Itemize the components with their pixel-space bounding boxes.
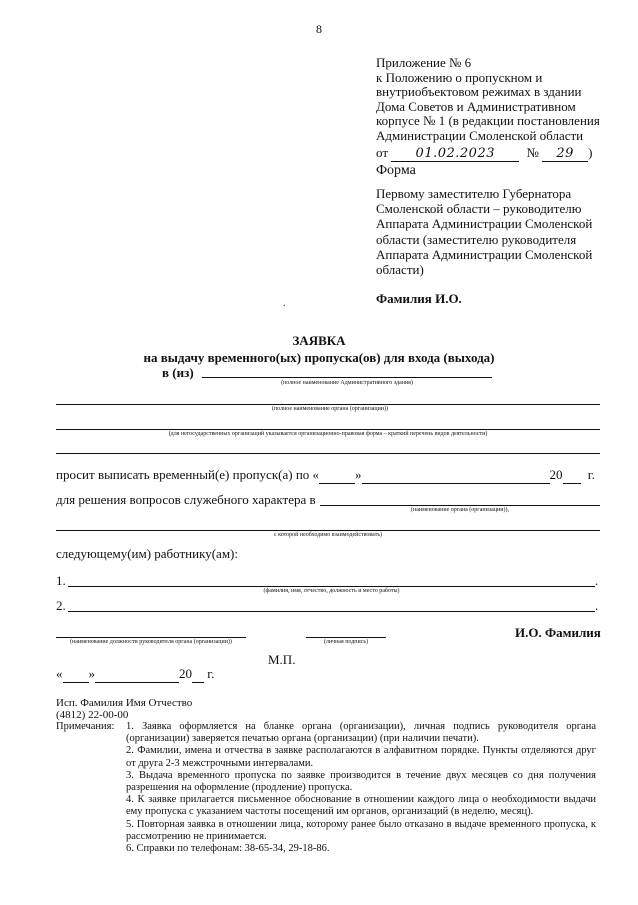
page-number: 8 [316,22,322,36]
note-item: 2. Фамилии, имена и отчества в заявке располагаются в алфавитном порядке. Пункты отделяются друг от друга 2-3 межстрочными интервалами. [126,745,596,769]
note-item: 4. К заявке прилагается письменное обоснование в отношении каждого лица о необходимости выдачи ему пропуска с указанием частоты посещений им органов, организаций (в неделю, месяц). [126,794,596,818]
worker-1-field[interactable] [68,586,595,587]
request-line [56,467,595,484]
appendix-line: к Положению о пропускном и [376,69,543,85]
extra-field[interactable] [56,453,600,454]
document-title: ЗАЯВКА [292,333,346,348]
bottom-day-field[interactable] [63,666,89,683]
nongov-field[interactable] [56,429,600,430]
bottom-date-close: » [88,666,95,681]
appendix-line: Администрации Смоленской области [376,127,584,143]
note-item: 1. Заявка оформляется на бланке органа (организации), личная подпись руководителя органа (организации) заверяется печатью органа (организации) (при наличии печати). [126,721,596,745]
bottom-date-suffix: г. [207,666,215,681]
bottom-year-field[interactable] [192,666,204,683]
request-prefix: просит выписать временный(е) пропуск(а) по « [56,467,320,482]
addressee-line: области (заместителю руководителя [376,231,577,247]
signature-field[interactable] [306,637,386,638]
note-item: 6. Справки по телефонам: 38-65-34, 29-18-86. [126,843,330,855]
interact-field[interactable] [56,530,600,531]
head-position-caption: (наименование должности руководителя органа (организации)) [70,639,232,645]
request-year: 20 [549,467,563,482]
addressee-line: области) [376,262,424,278]
request-year-field[interactable] [563,467,581,484]
ot-label: от [376,144,389,160]
executor-name: Исп. Фамилия Имя Отчество [56,697,193,709]
addressee-line: Смоленской области – руководителю [376,201,582,217]
appendix-block [376,56,626,162]
signer-name: И.О. Фамилия [515,625,601,640]
appendix-line: Приложение № 6 [376,55,472,70]
number-sign: № [526,144,539,160]
item-1-period: . [595,573,599,588]
addressee-block [376,186,612,277]
item-2-label: 2. [56,598,66,613]
signature-caption: (личная подпись) [323,639,369,645]
request-suffix: г. [587,467,595,482]
person-caption: (фамилия, имя, отчество, должность и место работы) [263,588,400,594]
request-day-field[interactable] [319,467,355,484]
addressee-name: Фамилия И.О. [376,291,462,306]
document-subtitle: на выдачу временного(ых) пропуска(ов) для входа (выхода) [143,350,495,365]
request-mid: » [355,467,362,482]
item-1-label: 1. [56,573,66,588]
head-position-field[interactable] [56,637,246,638]
request-month-field[interactable] [362,467,550,484]
form-label: Форма [376,163,416,178]
bottom-date-year: 20 [179,666,192,681]
notes-label: Примечания: [56,721,115,732]
addressee-line: Первому заместителю Губернатора [376,186,572,201]
bottom-date [56,666,214,683]
notes-block [56,721,596,855]
close-paren: ) [588,144,593,160]
appendix-line: корпусе № 1 (в редакции постановления [376,113,600,129]
org-caption: (полное наименование органа (организации)) [271,406,389,412]
stamp-place: М.П. [268,652,296,667]
addressee-line: Аппарата Администрации Смоленской [376,216,593,232]
note-item: 5. Повторная заявка в отношении лица, которому ранее было отказано в выдаче временного пропуска, к рассмотрению не принимается. [126,818,596,842]
workers-label: следующему(им) работнику(ам): [56,546,238,561]
note-item: 3. Выдача временного пропуска по заявке производится в течение двух месяцев со дня получения разрешения на оформление (продление) пропуска. [126,769,596,794]
v-iz-label: в (из) [162,365,194,380]
worker-2-field[interactable] [68,611,595,612]
appendix-line: внутриобъектовом режимах в здании [376,84,582,100]
org-field[interactable] [56,404,600,405]
appendix-line: Дома Советов и Административном [376,98,576,114]
bottom-month-field[interactable] [95,666,179,683]
executor-phone: (4812) 22-00-00 [56,709,129,722]
decree-date-line [376,146,626,163]
interact-caption: с которой необходимо взаимодействовать) [273,532,383,538]
decree-date: 01.02.2023 [391,147,519,163]
executor-block [56,697,192,721]
purpose-org-field[interactable] [320,505,600,506]
building-caption: (полное наименование Административного здания) [281,380,413,386]
stray-dot: . [283,298,286,309]
item-2-period: . [595,598,599,613]
nongov-caption: (для негосударственных организаций указывается организационно-правовая форма – краткий перечень видов деятельности) [168,431,488,437]
purpose-org-caption: (наименование органа (организации)), [411,507,509,513]
bottom-date-open: « [56,666,63,681]
decree-number: 29 [542,147,588,163]
building-field[interactable] [202,377,492,378]
purpose-label: для решения вопросов служебного характера в [56,492,316,507]
addressee-line: Аппарата Администрации Смоленской [376,246,593,262]
